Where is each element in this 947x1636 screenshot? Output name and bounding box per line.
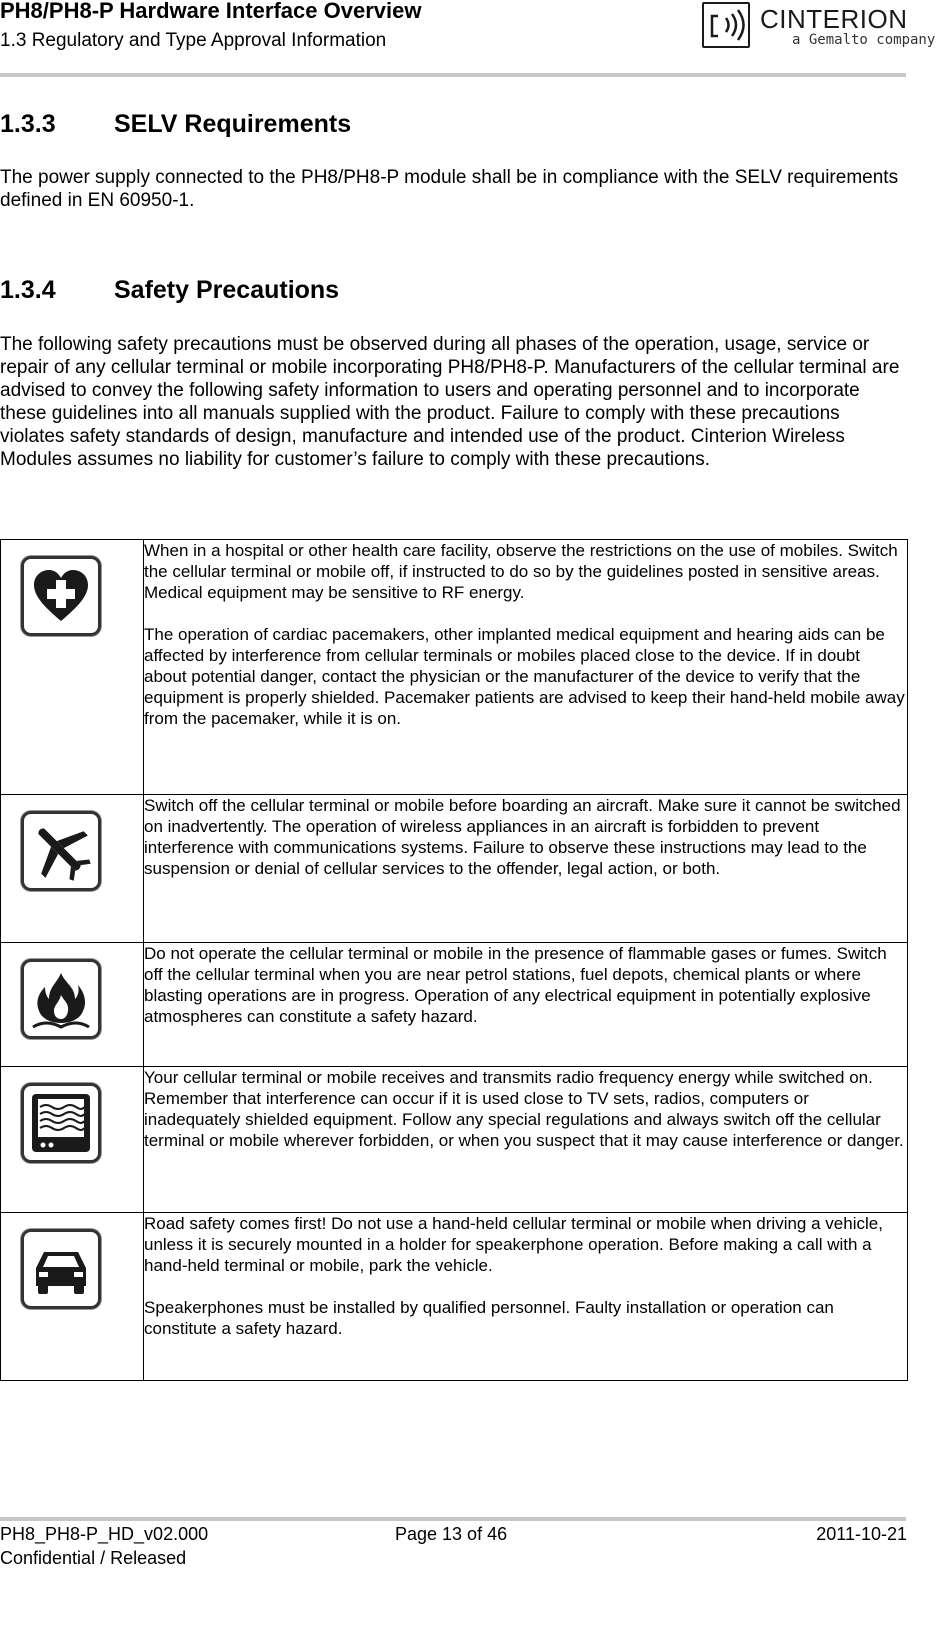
table-row [1, 540, 908, 795]
logo-mark-icon [702, 2, 750, 48]
footer-status: Confidential / Released [0, 1548, 187, 1568]
section-title: SELV Requirements [114, 110, 352, 138]
section-heading-selv [0, 110, 351, 139]
footer-doc-id: PH8_PH8-P_HD_v02.000 [0, 1524, 209, 1544]
icon-cell [1, 943, 144, 1067]
logo-name: CINTERION [760, 4, 908, 34]
footer-page-number: Page 13 of 46 [395, 1524, 508, 1544]
icon-cell [1, 1067, 144, 1213]
document-title: PH8/PH8-P Hardware Interface Overview [0, 0, 422, 23]
table-row [1, 1067, 908, 1213]
precaution-text-cell [144, 943, 908, 1067]
precaution-paragraph: Your cellular terminal or mobile receives and transmits radio frequency energy while switched on. Remember that interference can occur if it is used close to TV sets, radios, computers or inadequately shielded equipment. Follow any special regulations and always switch off the cellular terminal or mobile wherever forbidden, or when you suspect that it may cause interference or danger. [144, 1068, 904, 1150]
document-subtitle: 1.3 Regulatory and Type Approval Information [0, 30, 387, 51]
flame-icon [21, 959, 101, 1039]
icon-cell [1, 1213, 144, 1381]
precaution-paragraph: Speakerphones must be installed by qualified personnel. Faulty installation or operation can constitute a safety hazard. [144, 1298, 834, 1338]
selv-paragraph: The power supply connected to the PH8/PH8-P module shall be in compliance with the SELV requirements defined in EN 60950-1. [0, 167, 899, 211]
safety-precautions-table [0, 539, 908, 1381]
hospital-heart-cross-icon [21, 556, 101, 636]
precaution-paragraph: When in a hospital or other health care facility, observe the restrictions on the use of mobiles. Switch the cellular terminal or mobile off, if instructed to do so by the guidelines posted in sensitive areas. Medical equipment may be sensitive to RF energy. [144, 541, 898, 602]
table-row [1, 943, 908, 1067]
precaution-paragraph: The operation of cardiac pacemakers, other implanted medical equipment and hearing aids can be affected by interference from cellular terminals or mobiles placed close to the device. If in doubt about potential danger, contact the physician or the manufacturer of the device to verify that the equipment is properly shielded. Pacemaker patients are advised to keep their hand-held mobile away from the pacemaker, while it is on. [144, 625, 905, 728]
header-rule [0, 73, 906, 77]
table-row [1, 795, 908, 943]
car-icon [21, 1229, 101, 1309]
precaution-paragraph: Do not operate the cellular terminal or mobile in the presence of flammable gases or fumes. Switch off the cellular terminal when you are near petrol stations, fuel depots, chemical plants or where blasting operations are in progress. Operation of any electrical equipment in potentially explosive atmospheres can constitute a safety hazard. [144, 944, 887, 1026]
section-title: Safety Precautions [114, 276, 340, 304]
precaution-paragraph: Switch off the cellular terminal or mobile before boarding an aircraft. Make sure it cannot be switched on inadvertently. The operation of wireless appliances in an aircraft is forbidden to prevent interference with communications systems. Failure to observe these instructions may lead to the suspension or denial of cellular services to the offender, legal action, or both. [144, 796, 901, 878]
precaution-paragraph: Road safety comes first! Do not use a hand-held cellular terminal or mobile when driving a vehicle, unless it is securely mounted in a holder for speakerphone operation. Before making a call with a hand-held terminal or mobile, park the vehicle. [144, 1214, 883, 1275]
precaution-text-cell [144, 1213, 908, 1381]
table-row [1, 1213, 908, 1381]
safety-paragraph: The following safety precautions must be observed during all phases of the operation, usage, service or repair of any cellular terminal or mobile incorporating PH8/PH8-P. Manufacturers of the cellular terminal are advised to convey the following safety information to users and operating personnel and to incorporate these guidelines into all manuals supplied with the product. Failure to comply with these precautions violates safety standards of design, manufacture and intended use of the product. Cinterion Wireless Modules assumes no liability for customer’s failure to comply with these precautions. [0, 334, 900, 470]
section-number: 1.3.4 [0, 276, 56, 304]
section-number: 1.3.3 [0, 110, 56, 138]
icon-cell [1, 795, 144, 943]
logo-tagline: a Gemalto company [792, 32, 936, 48]
section-heading-safety [0, 276, 339, 305]
precaution-text-cell [144, 795, 908, 943]
precaution-text-cell [144, 540, 908, 795]
footer-rule [0, 1517, 906, 1521]
precaution-text-cell [144, 1067, 908, 1213]
cinterion-logo [702, 2, 936, 52]
tv-interference-icon [21, 1083, 101, 1163]
airplane-icon [21, 811, 101, 891]
footer-date: 2011-10-21 [816, 1524, 907, 1544]
icon-cell [1, 540, 144, 795]
